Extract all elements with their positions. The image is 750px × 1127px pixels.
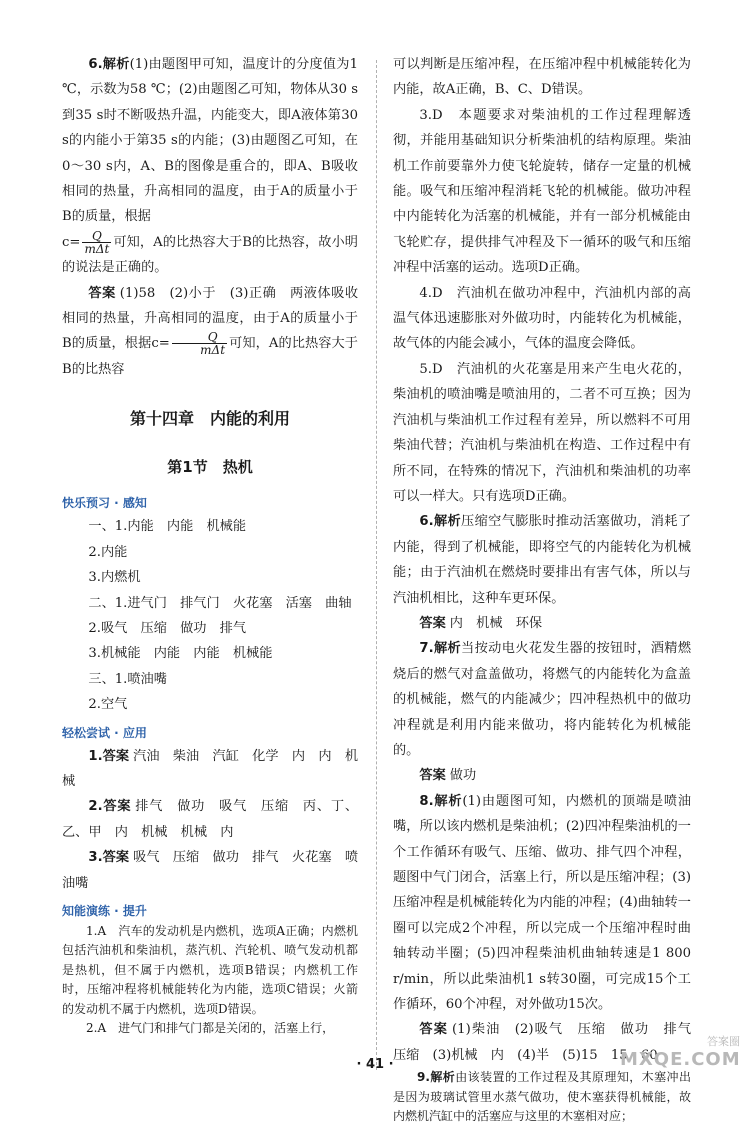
pre-line: 2.空气 [88, 697, 128, 713]
watermark-top: 答案圈 [707, 1035, 740, 1048]
q6-analysis: 6.解析(1)由题图甲可知，温度计的分度值为1 ℃，示数为58 ℃；(2)由题图乙可知，物体从30 s到35 s时不断吸热升温，内能变大，即A液体第30 s的内能小于第35 s的内能；(3)由题图乙可知，在0～30 s内，A、B的图像是重合的，即A、B吸收相同的热量，升高相同的温度，由于A的质量小于B的质量，根据 [62, 57, 358, 225]
drill-item-3: 3.D 本题要求对柴油机的工作过程理解透彻，并能用基础知识分析柴油机的结构原理。柴油机工作前要靠外力使飞轮旋转，储存一定量的机械能。吸气和压缩冲程消耗飞轮的机械能。做功冲程中内能转化为活塞的机械能，并有一部分机械能由飞轮贮存，提供排气冲程及下一循环的吸气和压缩冲程中活塞的运动。选项D正确。 [393, 107, 691, 276]
drill-item-8: 8.解析(1)由题图可知，内燃机的顶端是喷油嘴，所以该内燃机是柴油机；(2)四冲程柴油机的一个工作循环有吸气、压缩、做功、排气四个冲程，题图中气门闭合，活塞上行，所以是压缩冲程；(3)压缩冲程是机械能转化为内能的冲程；(4)曲轴转一圈可以完成2个冲程，所以完成一个压缩冲程时曲轴转动半圈；(5)四冲程柴油机曲轴转速是1 800 r/min，所以此柴油机1 s转30圈，可完成15个工作循环，60个冲程，对外做功15次。 [393, 793, 692, 1013]
formula-fraction: $\frac{Q}{\text{mΔt}}$ [172, 331, 227, 356]
subhead-preview: 快乐预习 · 感知 [62, 496, 147, 511]
pre-line: 3.内燃机 [88, 570, 141, 586]
try-answer-3: 3.答案 吸气 压缩 做功 排气 火花塞 喷油嘴 [62, 850, 359, 891]
try-answer-2: 2.答案 排气 做功 吸气 压缩 丙、丁、乙、甲 内 机械 机械 内 [62, 799, 359, 840]
q6-answer: 答案 (1)58 (2)小于 (3)正确 两液体吸收相同的热量，升高相同的温度，由于A的质量小于B的质量，根据c= $\frac{Q}{\text{mΔt}}$ 可知，A的比热容大于B的比热容 [62, 285, 359, 377]
subhead-drill: 知能演练 · 提升 [62, 903, 147, 918]
column-divider [376, 60, 377, 1070]
page-number: · 41 · [356, 1057, 394, 1072]
pre-line: 2.吸气 压缩 做功 排气 [88, 620, 247, 636]
drill-item-4: 4.D 汽油机在做功冲程中，汽油机内部的高温气体迅速膨胀对外做功时，内能转化为机械能，故气体的内能会减小，气体的温度会降低。 [393, 285, 691, 352]
try-answer-1: 1.答案 汽油 柴油 汽缸 化学 内 内 机械 [62, 748, 359, 789]
pre-line: 一、1.内能 内能 机械能 [88, 519, 247, 535]
drill-item-5: 5.D 汽油机的火花塞是用来产生电火花的，柴油机的喷油嘴是喷油用的，二者不可互换；因为汽油机与柴油机工作过程有差异，所以燃料不可用柴油代替；汽油机与柴油机在构造、工作过程中有所不同，在特殊的情况下，汽油机和柴油机的功率可以一样大。只有选项D正确。 [393, 361, 691, 504]
drill-item-6-answer: 答案 内 机械 环保 [419, 615, 543, 631]
watermark-logo [620, 1035, 740, 1081]
chapter-title: 第十四章 内能的利用 [129, 409, 290, 429]
right-column [393, 52, 705, 1127]
pre-line: 3.机械能 内能 内能 机械能 [88, 646, 273, 662]
drill-item-2-cont: 可以判断是压缩冲程，在压缩冲程中机械能转化为内能，故A正确，B、C、D错误。 [393, 57, 691, 98]
drill-item-1: 1.A 汽车的发动机是内燃机，选项A正确；内燃机包括汽油机和柴油机，蒸汽机、汽轮机、喷气发动机都是热机，但不属于内燃机，选项B错误；内燃机工作时，压缩冲程将机械能转化为内能，选项C错误；火箭的发动机不属于内燃机，选项D错误。 [62, 923, 358, 1016]
watermark-bottom: MXQE.COM [620, 1049, 741, 1070]
section-title: 第1节 热机 [167, 458, 253, 477]
left-column [62, 52, 358, 1039]
pre-line: 二、1.进气门 排气门 火花塞 活塞 曲轴 [88, 595, 352, 611]
drill-item-9: 9.解析由该装置的工作过程及其原理知，木塞冲出是因为玻璃试管里水蒸气做功，使木塞获得机械能，故内燃机汽缸中的活塞应与这里的木塞相对应； [393, 1070, 691, 1124]
formula-fraction: $\frac{Q}{\text{mΔt}}$ [84, 228, 110, 256]
subhead-try: 轻松尝试 · 应用 [62, 725, 147, 740]
drill-item-8-answer: 答案 (1)柴油 (2)吸气 压缩 做功 排气 压缩 (3)机械 内 (4)半 (5)15 15 60 [393, 1022, 705, 1063]
drill-item-7: 7.解析当按动电火花发生器的按钮时，酒精燃烧后的燃气对盒盖做功，将燃气的内能转化为盒盖的机械能，燃气的内能减少；四冲程热机中的做功冲程就是利用内能来做功，将内能转化为机械能的。 [393, 641, 692, 758]
drill-item-2: 2.A 进气门和排气门都是关闭的，活塞上行， [86, 1021, 335, 1036]
q6-formula-line: c= $\frac{Q}{\text{mΔt}}$ 可知，A的比热容大于B的比热容，故小明的说法是正确的。 [62, 228, 358, 276]
pre-line: 三、1.喷油嘴 [88, 671, 167, 687]
pre-line: 2.内能 [88, 544, 128, 560]
drill-item-7-answer: 答案 做功 [419, 768, 477, 784]
drill-item-6: 6.解析压缩空气膨胀时推动活塞做功，消耗了内能，得到了机械能，即将空气的内能转化为机械能；由于汽油机在燃烧时要排出有害气体，所以与汽油机相比，这种车更环保。 [393, 514, 692, 606]
